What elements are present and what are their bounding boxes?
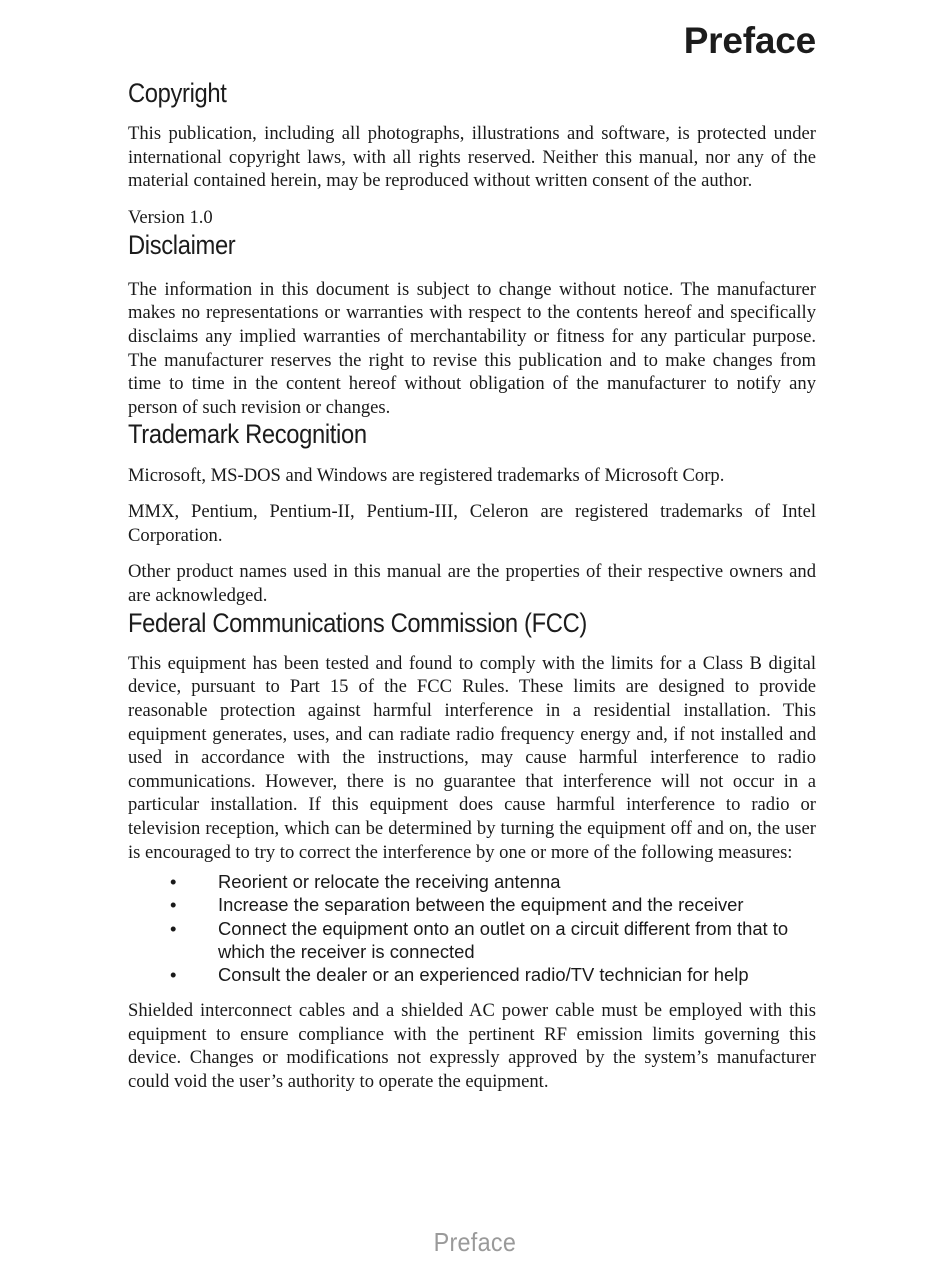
fcc-closing-paragraph: Shielded interconnect cables and a shielded AC power cable must be employed with this equipment to ensure compliance with the pertinent RF emission limits governing this device. Changes or modifications not expressly approved by the system’s manufacturer could void the user’s authority to operate the equipment.: [128, 1000, 816, 1092]
list-item-label: Reorient or relocate the receiving antenna: [218, 871, 561, 893]
section-heading-disclaimer: Disclaimer: [128, 229, 236, 260]
page-footer: [0, 1228, 950, 1257]
trademark-paragraph-intel: MMX, Pentium, Pentium-II, Pentium-III, Celeron are registered trademarks of Intel Corporation.: [128, 501, 816, 546]
disclaimer-paragraph: The information in this document is subject to change without notice. The manufacturer makes no representations or warranties with respect to the contents hereof and specifically disclaims any implied warranties of merchantability or fitness for any particular purpose. The manufacturer reserves the right to revise this publication and to make changes from time to time in the content hereof without obligation of the manufacturer to notify any person of such revision or changes.: [128, 278, 816, 418]
bullet-icon: •: [170, 964, 177, 985]
chapter-title: Preface: [683, 20, 816, 61]
copyright-paragraph: This publication, including all photographs, illustrations and software, is protected under international copyright laws, with all rights reserved. Neither this manual, nor any of the material contained herein, may be reproduced without written consent of the author.: [128, 123, 816, 192]
section-heading-trademark-recognition: Trademark Recognition: [128, 419, 367, 450]
bullet-icon: •: [170, 894, 177, 916]
list-item-label: Connect the equipment onto an outlet on a circuit different from that to which the receiver is connected: [218, 917, 789, 962]
fcc-measures-list: [128, 870, 816, 986]
trademark-paragraph-microsoft: Microsoft, MS-DOS and Windows are registered trademarks of Microsoft Corp.: [128, 464, 725, 486]
section-heading-copyright: Copyright: [128, 78, 227, 108]
page-footer-label: Preface: [433, 1227, 517, 1257]
list-item: [128, 917, 816, 963]
document-body: [128, 78, 816, 1094]
fcc-paragraph: This equipment has been tested and found to comply with the limits for a Class B digital device, pursuant to Part 15 of the FCC Rules. These limits are designed to provide reasonable protection against harmful interference in a residential installation. This equipment generates, uses, and can radiate radio frequency energy and, if not installed and used in accordance with the instructions, may cause harmful interference to radio communications. However, there is no guarantee that interference will not occur in a particular installation. If this equipment does cause harmful interference to radio or television reception, which can be determined by turning the equipment off and on, the user is encouraged to try to correct the interference by one or more of the following measures:: [128, 652, 816, 863]
list-item-label: Consult the dealer or an experienced radio/TV technician for help: [218, 964, 749, 985]
bullet-icon: •: [170, 917, 177, 939]
list-item: [128, 893, 816, 916]
list-item-label: Increase the separation between the equipment and the receiver: [218, 894, 744, 916]
trademark-paragraph-other: Other product names used in this manual are the properties of their respective owners and are acknowledged.: [128, 561, 816, 607]
list-item: [128, 963, 816, 986]
version-line: Version 1.0: [128, 207, 213, 229]
section-heading-fcc: Federal Communications Commission (FCC): [128, 607, 587, 638]
bullet-icon: •: [170, 871, 177, 893]
list-item: [128, 870, 816, 893]
